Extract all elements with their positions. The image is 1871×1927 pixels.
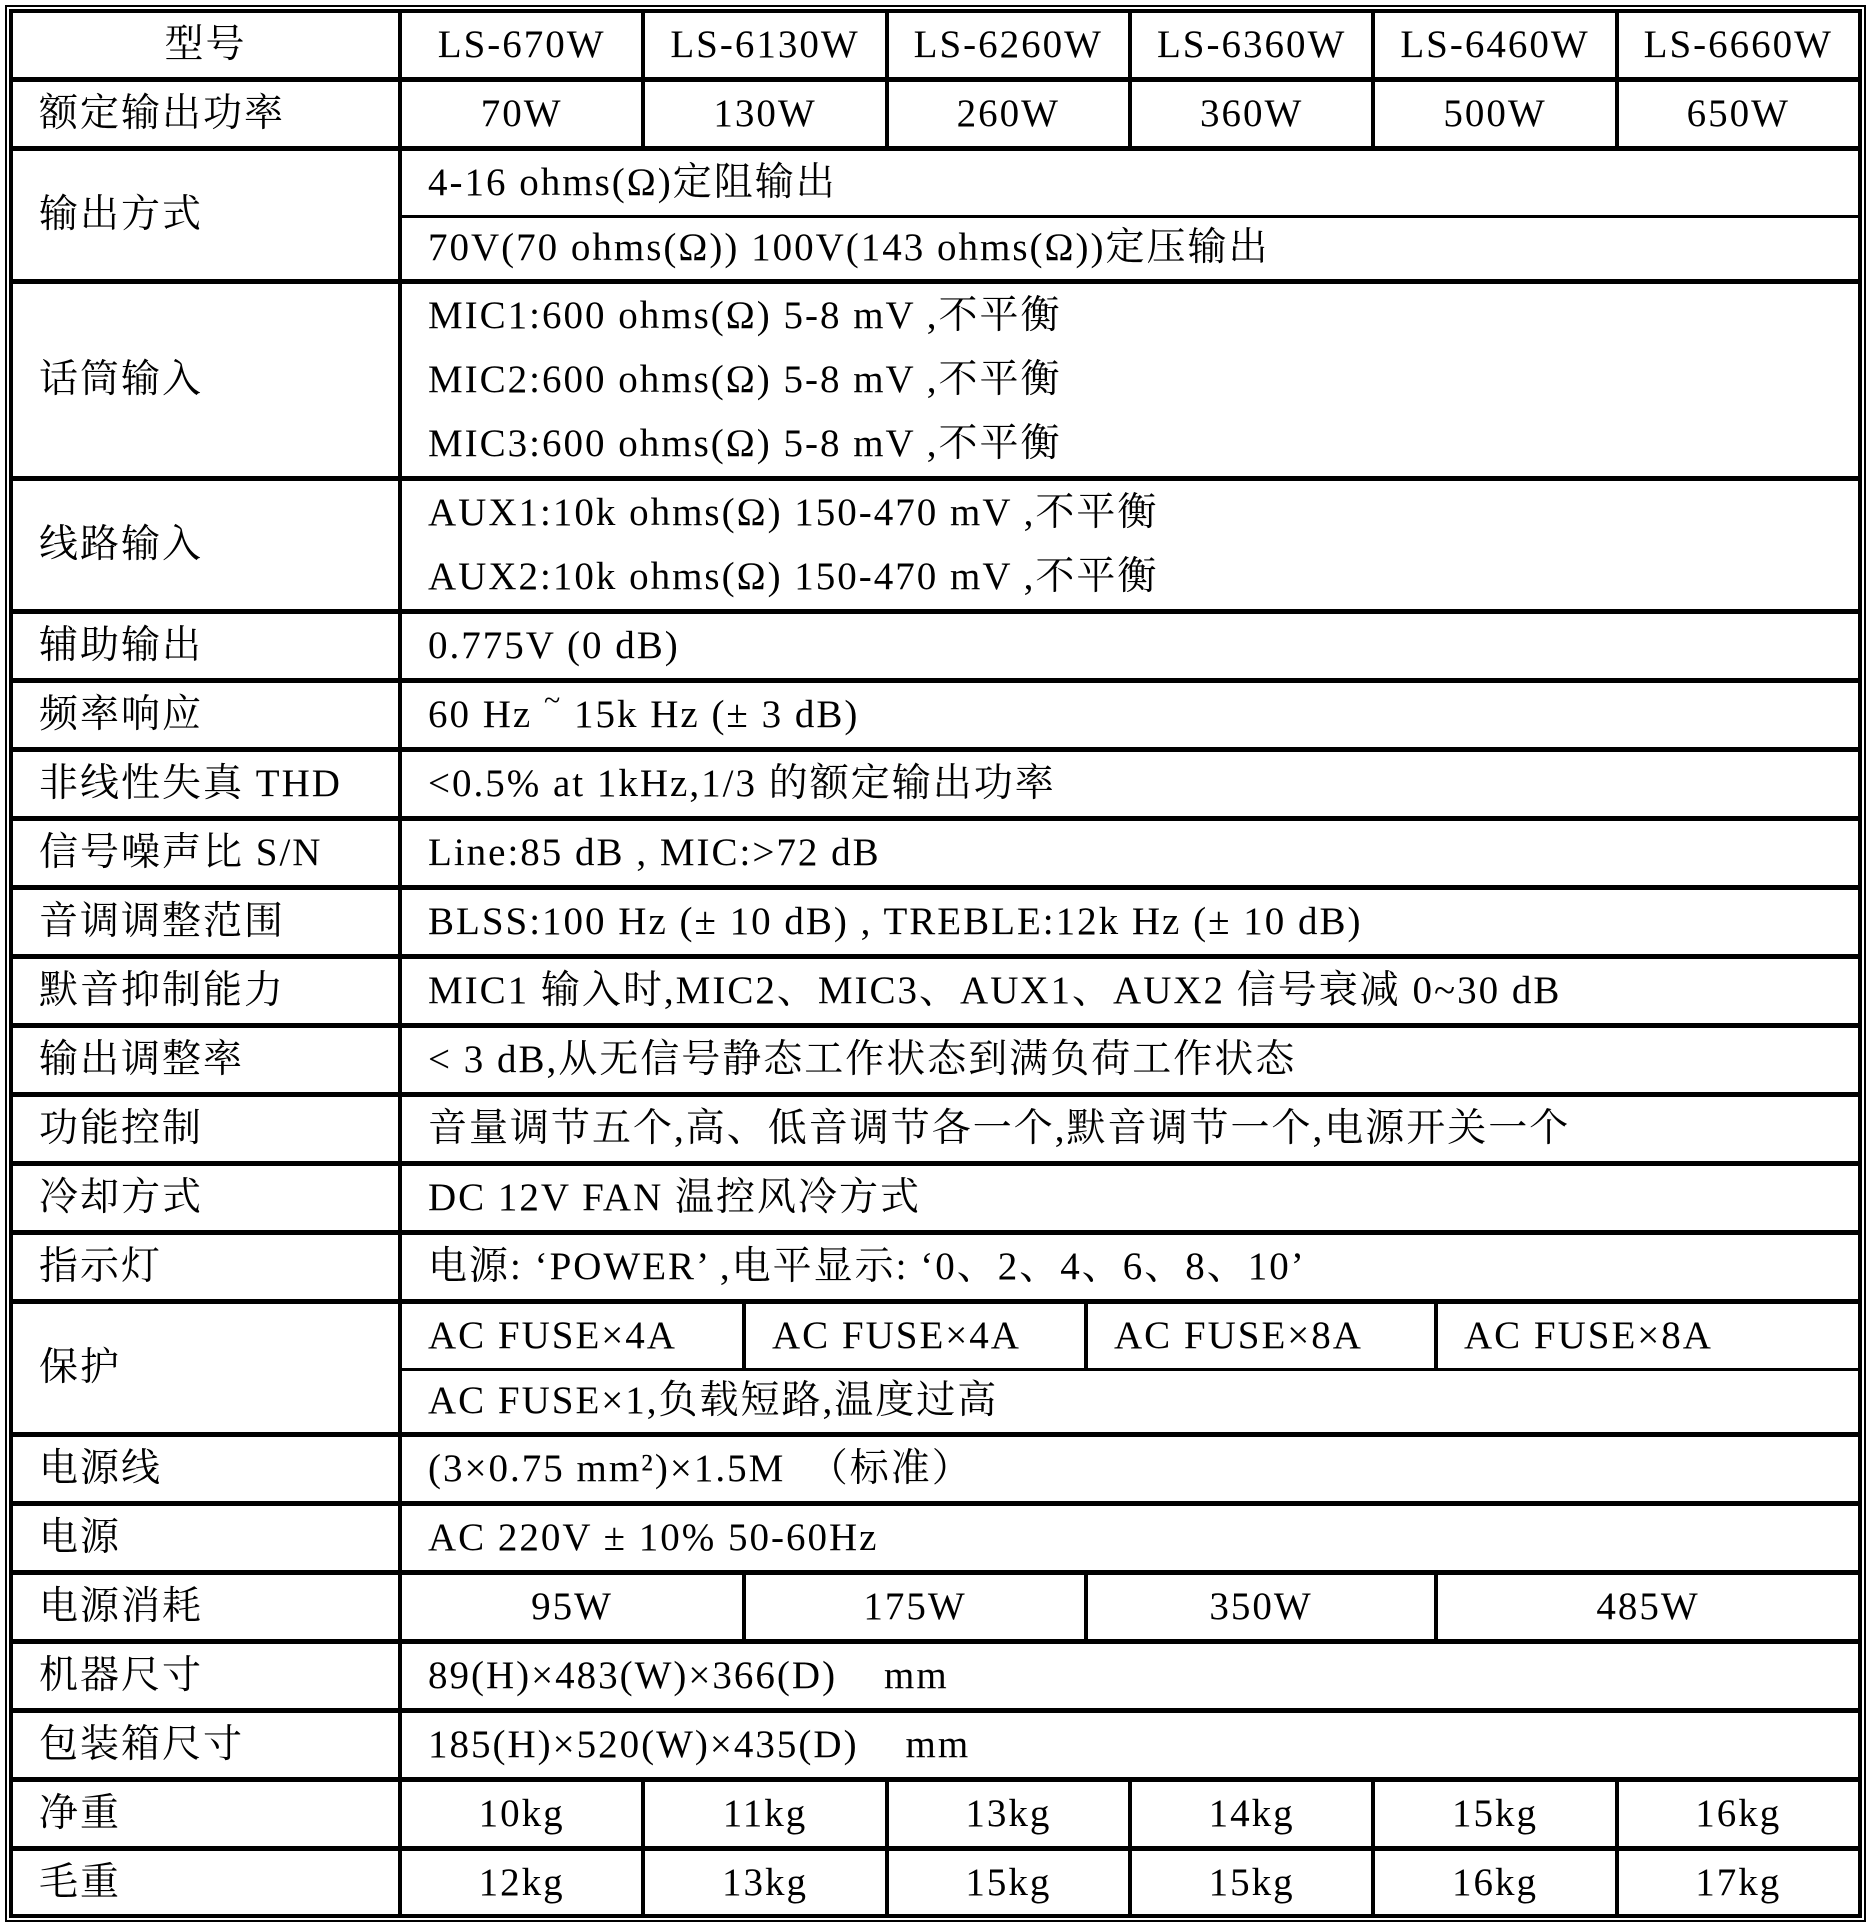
cooling-value: DC 12V FAN 温控风冷方式: [428, 1175, 922, 1219]
row-label-rated-power: 额定输出功率: [13, 82, 402, 146]
row-aux-output: [13, 609, 1858, 678]
row-label-cooling: 冷却方式: [13, 1166, 402, 1230]
row-model: [13, 13, 1858, 77]
power-consumption-cell: 350W: [1084, 1575, 1434, 1639]
fuse-cell: AC FUSE×8A: [1434, 1304, 1858, 1368]
freq-from: 60 Hz: [428, 692, 544, 736]
output-mode-constant-voltage: 70V(70 ohms(Ω)) 100V(143 ohms(Ω))定压输出: [402, 215, 1858, 279]
mic2-spec: MIC2:600 ohms(Ω) 5-8 mV ,不平衡: [428, 357, 1062, 401]
model-cell: LS-6460W: [1371, 13, 1614, 77]
row-label-output-regulation: 输出调整率: [13, 1028, 402, 1092]
model-cell: LS-6260W: [885, 13, 1128, 77]
row-tone-range-content: [402, 890, 1858, 954]
mic1-spec: MIC1:600 ohms(Ω) 5-8 mV ,不平衡: [428, 293, 1062, 337]
row-power-cord: [13, 1432, 1858, 1501]
row-net-weight-content: [402, 1782, 1858, 1846]
row-output-mode-content: [402, 151, 1858, 279]
net-weight-cell: 13kg: [885, 1782, 1128, 1846]
mic3-spec: MIC3:600 ohms(Ω) 5-8 mV ,不平衡: [428, 421, 1062, 465]
row-model-content: [402, 13, 1858, 77]
power-cord-value: (3×0.75 mm²)×1.5M （标准）: [428, 1446, 973, 1490]
row-mute-suppression: [13, 954, 1858, 1023]
row-power-consumption-content: [402, 1575, 1858, 1639]
row-label-mic-input: 话筒输入: [13, 284, 402, 476]
row-label-model: 型号: [13, 13, 402, 77]
gross-weight-cell: 15kg: [1128, 1851, 1371, 1915]
row-label-power-consumption: 电源消耗: [13, 1575, 402, 1639]
snr-value: Line:85 dB , MIC:>72 dB: [428, 830, 881, 874]
row-label-aux-output: 辅助输出: [13, 614, 402, 678]
freq-response-value: [402, 683, 1858, 747]
machine-size-value: 89(H)×483(W)×366(D) mm: [428, 1653, 949, 1697]
indicator-value: 电源: ‘POWER’ ,电平显示: ‘0、2、4、6、8、10’: [428, 1244, 1306, 1288]
fuse-cell: AC FUSE×4A: [428, 1313, 677, 1357]
gross-weight-cells: [402, 1851, 1858, 1915]
gross-weight-cell: 13kg: [641, 1851, 884, 1915]
row-label-net-weight: 净重: [13, 1782, 402, 1846]
row-gross-weight: [13, 1846, 1858, 1915]
row-label-freq-response: 频率响应: [13, 683, 402, 747]
row-label-power-cord: 电源线: [13, 1437, 402, 1501]
row-protection: [13, 1299, 1858, 1432]
row-aux-output-content: [402, 614, 1858, 678]
power-supply-value: AC 220V ± 10% 50-60Hz: [428, 1515, 879, 1559]
row-snr: [13, 816, 1858, 885]
row-mic-input-content: [402, 284, 1858, 476]
freq-to: 15k Hz (± 3 dB): [562, 692, 860, 736]
row-freq-response-content: [402, 683, 1858, 747]
row-label-machine-size: 机器尺寸: [13, 1644, 402, 1708]
net-weight-cell: 15kg: [1371, 1782, 1614, 1846]
fuse-cell: AC FUSE×4A: [742, 1304, 1084, 1368]
model-cell: LS-670W: [437, 22, 606, 66]
gross-weight-cell: 15kg: [885, 1851, 1128, 1915]
row-power-supply: [13, 1501, 1858, 1570]
net-weight-cells: [402, 1782, 1858, 1846]
model-cell: LS-6130W: [641, 13, 884, 77]
row-net-weight: [13, 1777, 1858, 1846]
row-protection-content: [402, 1304, 1858, 1432]
row-mute-suppression-content: [402, 959, 1858, 1023]
rated-power-cell: 260W: [885, 82, 1128, 146]
table-outer-frame: [5, 5, 1866, 1922]
row-power-supply-content: [402, 1506, 1858, 1570]
row-line-input-content: [402, 481, 1858, 609]
row-snr-content: [402, 821, 1858, 885]
row-cooling: [13, 1161, 1858, 1230]
row-label-package-size: 包装箱尺寸: [13, 1713, 402, 1777]
row-label-thd: 非线性失真 THD: [13, 752, 402, 816]
amplifier-spec-table: [9, 9, 1862, 1918]
row-package-size-content: [402, 1713, 1858, 1777]
rated-power-cell: 70W: [480, 91, 563, 135]
rated-power-cell: 130W: [641, 82, 884, 146]
row-label-tone-range: 音调调整范围: [13, 890, 402, 954]
row-rated-power-content: [402, 82, 1858, 146]
aux2-spec: AUX2:10k ohms(Ω) 150-470 mV ,不平衡: [428, 554, 1159, 598]
row-cooling-content: [402, 1166, 1858, 1230]
row-machine-size: [13, 1639, 1858, 1708]
freq-tilde: ~: [543, 683, 563, 717]
protection-note: AC FUSE×1,负载短路,温度过高: [402, 1368, 1858, 1432]
row-indicator-content: [402, 1235, 1858, 1299]
row-output-regulation: [13, 1023, 1858, 1092]
output-mode-constant-impedance: 4-16 ohms(Ω)定阻输出: [428, 160, 837, 204]
row-rated-power: [13, 77, 1858, 146]
protection-fuse-cells: [402, 1304, 1858, 1368]
gross-weight-cell: 17kg: [1615, 1851, 1858, 1915]
rated-power-cells: [402, 82, 1858, 146]
row-power-consumption: [13, 1570, 1858, 1639]
aux1-spec: AUX1:10k ohms(Ω) 150-470 mV ,不平衡: [428, 490, 1159, 534]
gross-weight-cell: 12kg: [478, 1860, 565, 1904]
net-weight-cell: 11kg: [641, 1782, 884, 1846]
package-size-value: 185(H)×520(W)×435(D) mm: [428, 1722, 971, 1766]
row-output-mode: [13, 146, 1858, 279]
row-function-control: [13, 1092, 1858, 1161]
aux-output-value: 0.775V (0 dB): [428, 623, 680, 667]
function-control-value: 音量调节五个,高、低音调节各一个,默音调节一个,电源开关一个: [428, 1106, 1571, 1150]
row-package-size: [13, 1708, 1858, 1777]
tone-range-value: BLSS:100 Hz (± 10 dB) , TREBLE:12k Hz (± 10 dB): [428, 899, 1363, 943]
row-label-function-control: 功能控制: [13, 1097, 402, 1161]
row-indicator: [13, 1230, 1858, 1299]
net-weight-cell: 10kg: [478, 1791, 565, 1835]
rated-power-cell: 360W: [1128, 82, 1371, 146]
row-gross-weight-content: [402, 1851, 1858, 1915]
row-label-indicator: 指示灯: [13, 1235, 402, 1299]
model-cell: LS-6360W: [1128, 13, 1371, 77]
row-thd-content: [402, 752, 1858, 816]
row-machine-size-content: [402, 1644, 1858, 1708]
power-consumption-cell: 95W: [531, 1584, 613, 1628]
power-consumption-cell: 175W: [742, 1575, 1084, 1639]
model-cell: LS-6660W: [1615, 13, 1858, 77]
power-consumption-cells: [402, 1575, 1858, 1639]
row-power-cord-content: [402, 1437, 1858, 1501]
mute-suppression-value: MIC1 输入时,MIC2、MIC3、AUX1、AUX2 信号衰减 0~30 dB: [428, 968, 1562, 1012]
net-weight-cell: 14kg: [1128, 1782, 1371, 1846]
power-consumption-cell: 485W: [1434, 1575, 1858, 1639]
model-cells: [402, 13, 1858, 77]
gross-weight-cell: 16kg: [1371, 1851, 1614, 1915]
row-label-power-supply: 电源: [13, 1506, 402, 1570]
row-label-snr: 信号噪声比 S/N: [13, 821, 402, 885]
row-label-output-mode: 输出方式: [13, 151, 402, 279]
row-freq-response: [13, 678, 1858, 747]
net-weight-cell: 16kg: [1615, 1782, 1858, 1846]
thd-value: <0.5% at 1kHz,1/3 的额定输出功率: [428, 761, 1056, 805]
row-line-input: [13, 476, 1858, 609]
row-function-control-content: [402, 1097, 1858, 1161]
row-mic-input: [13, 279, 1858, 476]
row-tone-range: [13, 885, 1858, 954]
row-thd: [13, 747, 1858, 816]
row-label-protection: 保护: [13, 1304, 402, 1432]
rated-power-cell: 500W: [1371, 82, 1614, 146]
rated-power-cell: 650W: [1615, 82, 1858, 146]
fuse-cell: AC FUSE×8A: [1084, 1304, 1434, 1368]
row-label-mute-suppression: 默音抑制能力: [13, 959, 402, 1023]
output-regulation-value: < 3 dB,从无信号静态工作状态到满负荷工作状态: [428, 1037, 1297, 1081]
row-output-regulation-content: [402, 1028, 1858, 1092]
row-label-gross-weight: 毛重: [13, 1851, 402, 1915]
row-label-line-input: 线路输入: [13, 481, 402, 609]
